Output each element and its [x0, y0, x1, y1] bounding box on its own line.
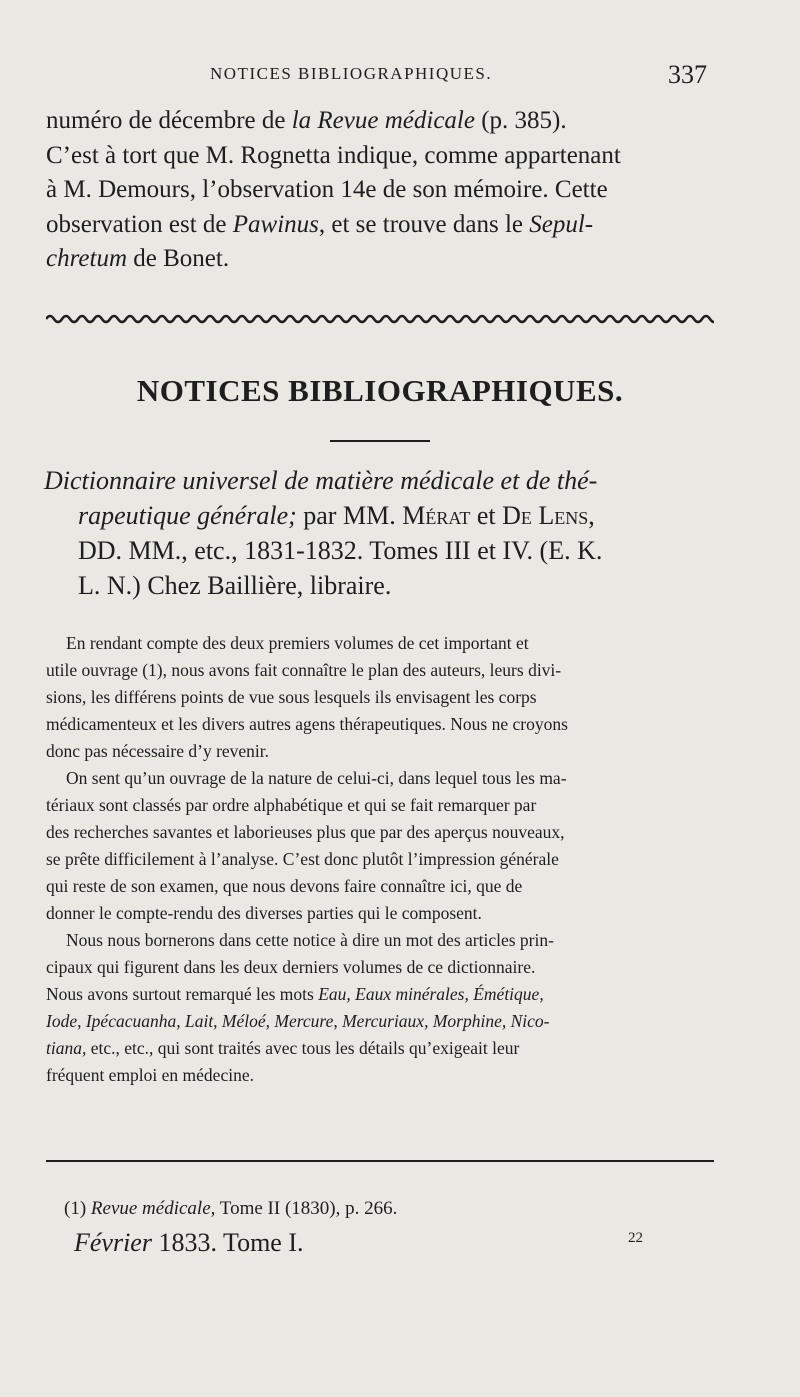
text-run: de Bonet.: [127, 245, 230, 272]
text-line: utile ouvrage (1), nous avons fait connaître le plan des auteurs, leurs divi-: [46, 660, 562, 680]
text-line: se prête difficilement à l’analyse. C’est donc plutôt l’impression générale: [46, 849, 559, 869]
article-names: Eau, Eaux minérales, Émétique,: [318, 984, 544, 1004]
text-run: 1833. Tome I.: [151, 1228, 304, 1257]
text-line: En rendant compte des deux premiers volumes de cet important et: [66, 633, 529, 653]
work-title: chretum: [46, 245, 127, 272]
paragraph: [46, 927, 714, 1089]
text-run: par MM.: [296, 501, 403, 530]
text-line: [46, 242, 714, 277]
text-line: [46, 1035, 714, 1062]
text-run: Tome II (1830), p. 266.: [215, 1198, 398, 1219]
text-run: , et se trouve dans le: [318, 210, 530, 238]
text-line: médicamenteux et les divers autres agens thérapeutiques. Nous ne croyons: [46, 714, 568, 734]
author-name: De Lens: [502, 501, 589, 530]
text-run: etc., etc., qui sont traités avec tous les détails qu’exigeait leur: [86, 1038, 520, 1058]
footnote: [64, 1198, 397, 1220]
author-name: Pawinus: [232, 210, 319, 238]
text-line: tériaux sont classés par ordre alphabétique et qui se fait remarquer par: [46, 795, 537, 815]
text-run: et: [470, 501, 503, 530]
text-line: [44, 463, 716, 498]
journal-title: Revue médicale,: [90, 1198, 216, 1219]
text-line: cipaux qui figurent dans les deux derniers volumes de ce dictionnaire.: [46, 957, 536, 977]
text-line: L. N.) Chez Baillière, libraire.: [78, 571, 392, 600]
text-line: à M. Demours, l’observation 14e de son mémoire. Cette: [46, 176, 608, 203]
text-line: Nous nous bornerons dans cette notice à dire un mot des articles prin-: [66, 930, 554, 950]
footnote-marker: (1): [64, 1198, 91, 1219]
article-names: Iode, Ipécacuanha, Lait, Méloé, Mercure, Mercuriaux, Morphine, Nico-: [46, 1011, 550, 1031]
text-line: [46, 208, 714, 243]
running-title: NOTICES BIBLIOGRAPHIQUES.: [210, 64, 493, 83]
text-line: des recherches savantes et laborieuses plus que par des aperçus nouveaux,: [46, 822, 565, 842]
text-line: [46, 981, 714, 1008]
text-run: observation est de: [46, 210, 233, 238]
text-run: (p. 385).: [474, 107, 567, 134]
text-run: Nous avons surtout remarqué les mots: [46, 984, 319, 1004]
text-line: sions, les différens points de vue sous lesquels ils envisagent les corps: [46, 687, 537, 707]
text-run: numéro de décembre de: [46, 107, 292, 134]
review-body: [46, 630, 714, 1089]
page-number: 337: [668, 60, 707, 89]
text-line: donner le compte-rendu des diverses parties qui le composent.: [46, 903, 482, 923]
intro-paragraph: [46, 104, 714, 277]
author-name: Mérat: [402, 501, 471, 530]
text-line: C’est à tort que M. Rognetta indique, comme appartenant: [46, 141, 621, 169]
ornamental-divider: [46, 310, 714, 328]
text-line: fréquent emploi en médecine.: [46, 1065, 254, 1085]
footnote-rule: [46, 1160, 714, 1162]
title-rule: [330, 440, 430, 442]
text-line: donc pas nécessaire d’y revenir.: [46, 741, 270, 761]
text-line: On sent qu’un ouvrage de la nature de celui-ci, dans lequel tous les ma-: [66, 768, 567, 788]
book-title: rapeutique générale;: [78, 501, 297, 530]
signature-number: 22: [628, 1230, 643, 1246]
text-line: qui reste de son examen, que nous devons faire connaître ici, que de: [46, 876, 523, 896]
text-run: ,: [588, 501, 595, 530]
journal-title: la Revue médicale: [291, 107, 475, 134]
text-line: [46, 104, 714, 139]
text-line: [44, 498, 716, 533]
article-names: tiana,: [46, 1038, 87, 1058]
work-title: Sepul-: [529, 210, 594, 238]
signature-line: [74, 1228, 304, 1258]
paragraph: [46, 630, 714, 765]
section-title: NOTICES BIBLIOGRAPHIQUES.: [136, 373, 624, 408]
signature-month: Février: [74, 1228, 152, 1257]
running-head: [0, 60, 800, 90]
text-line: DD. MM., etc., 1831-1832. Tomes III et IV. (E. K.: [78, 536, 603, 565]
book-title: Dictionnaire universel de matière médicale et de thé-: [44, 466, 598, 495]
bibliographic-entry: [44, 463, 716, 603]
paragraph: [46, 765, 714, 927]
text-line: [46, 1008, 714, 1035]
